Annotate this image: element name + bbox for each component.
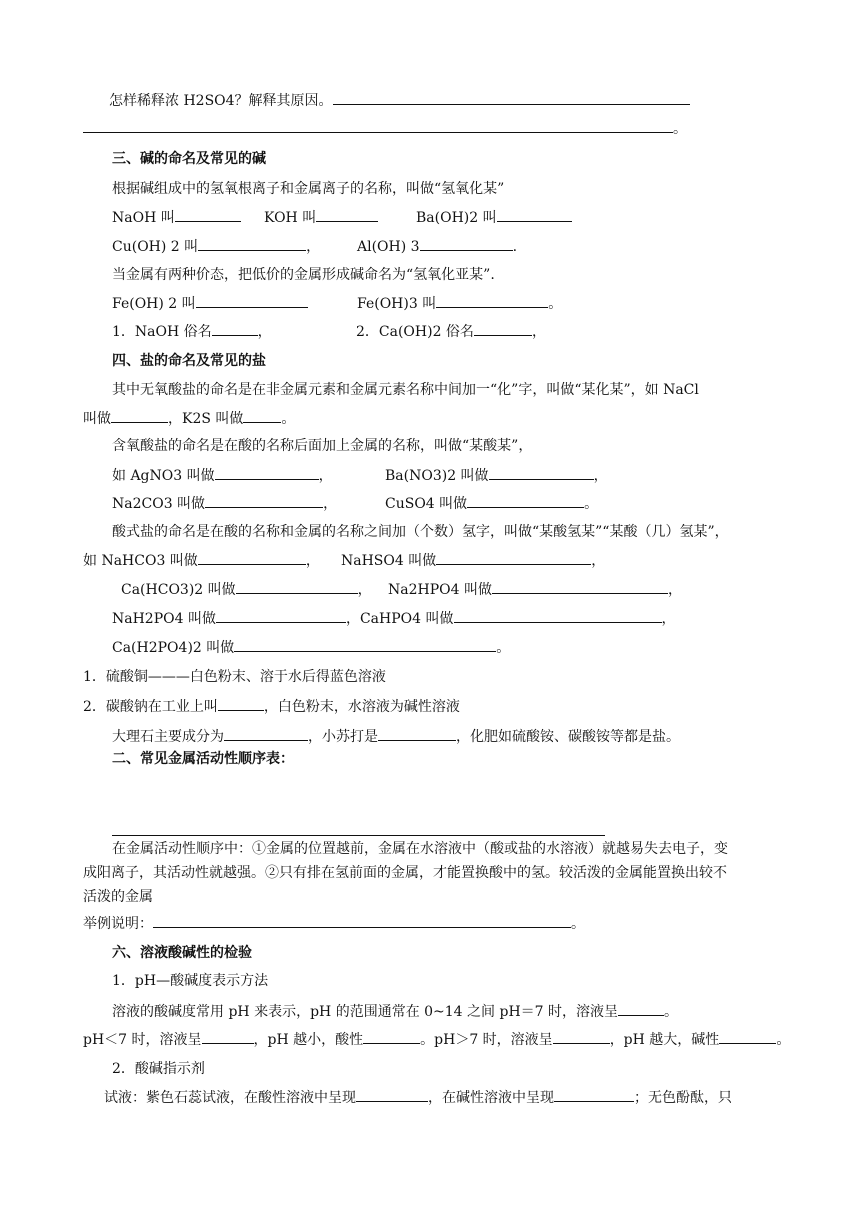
ph-acid-base-line [83,1030,790,1049]
text: 2．Ca(OH)2 俗名 [356,324,474,340]
sodium-carbonate-line [83,697,460,716]
text: Cu(OH) 2 叫 [112,239,199,255]
paragraph: 成阳离子，其活动性就越强。②只有排在氢前面的金属，才能置换酸中的氢。较活泼的金属能置换出较不 [83,865,727,881]
blank-field[interactable] [363,1030,420,1044]
feoh2-item [112,294,308,313]
text: 2．碳酸钠在工业上叫 [83,699,218,715]
text: 如 NaHCO3 叫做 [83,553,198,569]
paragraph: 酸式盐的命名是在酸的名称和金属的名称之间加（个数）氢字，叫做“某酸氢某”“某酸（几）氢某”， [112,524,729,540]
bano32-item [385,466,608,485]
na2hpo4-item [388,580,682,599]
blank-field[interactable] [356,1088,428,1102]
text: 溶液的酸碱度常用 pH 来表示，pH 的范围通常在 0~14 之间 pH＝7 时，溶液呈 [112,1004,619,1020]
text: ，在碱性溶液中呈现 [428,1090,554,1106]
text: Fe(OH)3 叫 [357,296,437,312]
text: 。 [776,1032,791,1048]
blank-field[interactable] [196,294,308,308]
paragraph: 根据碱组成中的氢氧根离子和金属离子的名称，叫做“氢氧化某” [112,181,505,197]
text: 。 [673,121,687,137]
blank-field[interactable] [198,551,306,565]
text: ，pH 越小，酸性 [253,1032,364,1048]
text: 试液：紫色石蕊试液，在酸性溶液中呈现 [104,1090,356,1106]
section-heading-metal-activity: 二、常见金属活动性顺序表： [112,751,294,767]
blank-field[interactable] [489,466,594,480]
blank-field[interactable] [234,638,496,652]
text: ， [257,324,272,340]
section-heading-acidity: 六、溶液酸碱性的检验 [112,945,252,961]
text: Na2CO3 叫做 [112,496,206,512]
paragraph: 1．pH—酸碱度表示方法 [112,973,269,989]
text: ，小苏打是 [308,729,378,745]
text: 。 [496,640,511,656]
text: NaH2PO4 叫做 [112,611,216,627]
blank-field[interactable] [436,551,591,565]
blank-field[interactable] [83,119,673,133]
text: 1．NaOH 俗名 [112,324,212,340]
question-dilute-h2so4 [109,91,690,110]
text: ，CaHPO4 叫做 [345,611,454,627]
indicator-line [104,1088,732,1107]
text: ，K2S 叫做 [168,411,244,427]
text: Al(OH) 3 [357,239,420,255]
blank-field[interactable] [215,466,319,480]
paragraph: 其中无氧酸盐的命名是在非金属元素和金属元素名称中间加一“化”字，叫做“某化某”，如 NaCl [112,382,699,398]
text: Ca(H2PO4)2 叫做 [112,640,235,656]
text: NaHSO4 叫做 [341,553,437,569]
text: ， [318,468,333,484]
blank-field[interactable] [216,609,346,623]
marble-line [112,727,680,746]
text: ，pH 越大，碱性 [609,1032,720,1048]
text: 怎样稀释浓 H2SO4？解释其原因。 [109,93,333,109]
naoh-common-name [112,322,272,341]
nacl-k2s-line [83,409,295,428]
cuoh2-item [112,237,320,256]
text: Ba(OH)2 叫 [416,210,497,226]
blank-field[interactable] [497,208,572,222]
text: Ba(NO3)2 叫做 [385,468,489,484]
nahco3-item [83,551,320,570]
text: ， [531,324,546,340]
text: 。 [571,916,585,932]
text: ， [667,582,682,598]
text: 。 [664,1004,679,1020]
text: 。 [548,296,563,312]
text: ，白色粉末，水溶液为碱性溶液 [263,699,460,715]
blank-field[interactable] [454,609,662,623]
naoh-item [112,208,241,227]
cuso4-item [385,494,598,513]
text: 大理石主要成分为 [112,729,224,745]
text: ， [661,611,676,627]
text: Na2HPO4 叫做 [388,582,492,598]
feoh3-item [357,294,562,313]
section-heading-bases: 三、碱的命名及常见的碱 [112,151,266,167]
blank-field[interactable] [333,91,690,105]
text: 举例说明： [83,916,153,932]
text: 。pH＞7 时，溶液呈 [420,1032,553,1048]
activity-series-line [112,835,605,836]
text: . [512,239,518,255]
text: ；无色酚酞，只 [634,1090,732,1106]
paragraph: 含氧酸盐的命名是在酸的名称后面加上金属的名称，叫做“某酸某”， [112,438,533,454]
blank-field[interactable] [420,237,513,251]
blank-field[interactable] [474,322,532,336]
answer-line [83,119,687,138]
text: 。 [281,411,296,427]
text: 。 [584,496,599,512]
section-heading-salts: 四、盐的命名及常见的盐 [112,353,266,369]
paragraph: 2．酸碱指示剂 [112,1061,205,1077]
text: ， [323,496,338,512]
blank-field[interactable] [436,294,548,308]
text: Fe(OH) 2 叫 [112,296,196,312]
blank-field[interactable] [467,494,584,508]
blank-field[interactable] [554,1088,634,1102]
paragraph: 当金属有两种价态，把低价的金属形成碱命名为“氢氧化亚某”. [112,267,495,283]
blank-field[interactable] [492,580,668,594]
paragraph: 1．硫酸铜———白色粉末、溶于水后得蓝色溶液 [83,669,386,685]
text: ， [591,553,606,569]
text: KOH 叫 [264,210,317,226]
text: pH＜7 时，溶液呈 [83,1032,202,1048]
blank-field[interactable] [175,208,241,222]
koh-item [264,208,378,227]
blank-field[interactable] [553,1030,610,1044]
blank-field[interactable] [202,1030,254,1044]
example-line [83,914,585,933]
blank-field[interactable] [205,494,323,508]
paragraph: 在金属活动性顺序中：①金属的位置越前，金属在水溶液中（酸或盐的水溶液）就越易失去电子，变 [112,841,728,857]
cahco32-item [121,580,372,599]
aloh3-item [357,237,517,256]
text: ， [593,468,608,484]
na2co3-item [112,494,337,513]
text: ，化肥如硫酸铵、碳酸铵等都是盐。 [456,729,680,745]
blank-field[interactable] [316,208,378,222]
paragraph: 活泼的金属 [83,889,153,905]
blank-field[interactable] [111,409,168,423]
text: CuSO4 叫做 [385,496,468,512]
blank-field[interactable] [224,727,308,741]
blank-field[interactable] [236,580,358,594]
blank-field[interactable] [719,1030,776,1044]
blank-field[interactable] [618,1002,664,1016]
text: NaOH 叫 [112,210,175,226]
blank-field[interactable] [218,697,264,711]
text: Ca(HCO3)2 叫做 [121,582,236,598]
text: ， [357,582,372,598]
text: 叫做 [83,411,111,427]
nah2po4-cahpo4-line [112,609,676,628]
text: ， [305,553,320,569]
nahso4-item [341,551,605,570]
caoh2-common-name [356,322,546,341]
baoh2-item [416,208,572,227]
blank-field[interactable] [212,322,258,336]
blank-field[interactable] [198,237,306,251]
blank-field[interactable] [153,914,571,928]
blank-field[interactable] [378,727,456,741]
cah2po42-item [112,638,510,657]
blank-field[interactable] [243,409,281,423]
text: 如 AgNO3 叫做 [112,468,215,484]
text: ， [306,239,321,255]
ph-range-line [112,1002,678,1021]
agno3-item [112,466,333,485]
